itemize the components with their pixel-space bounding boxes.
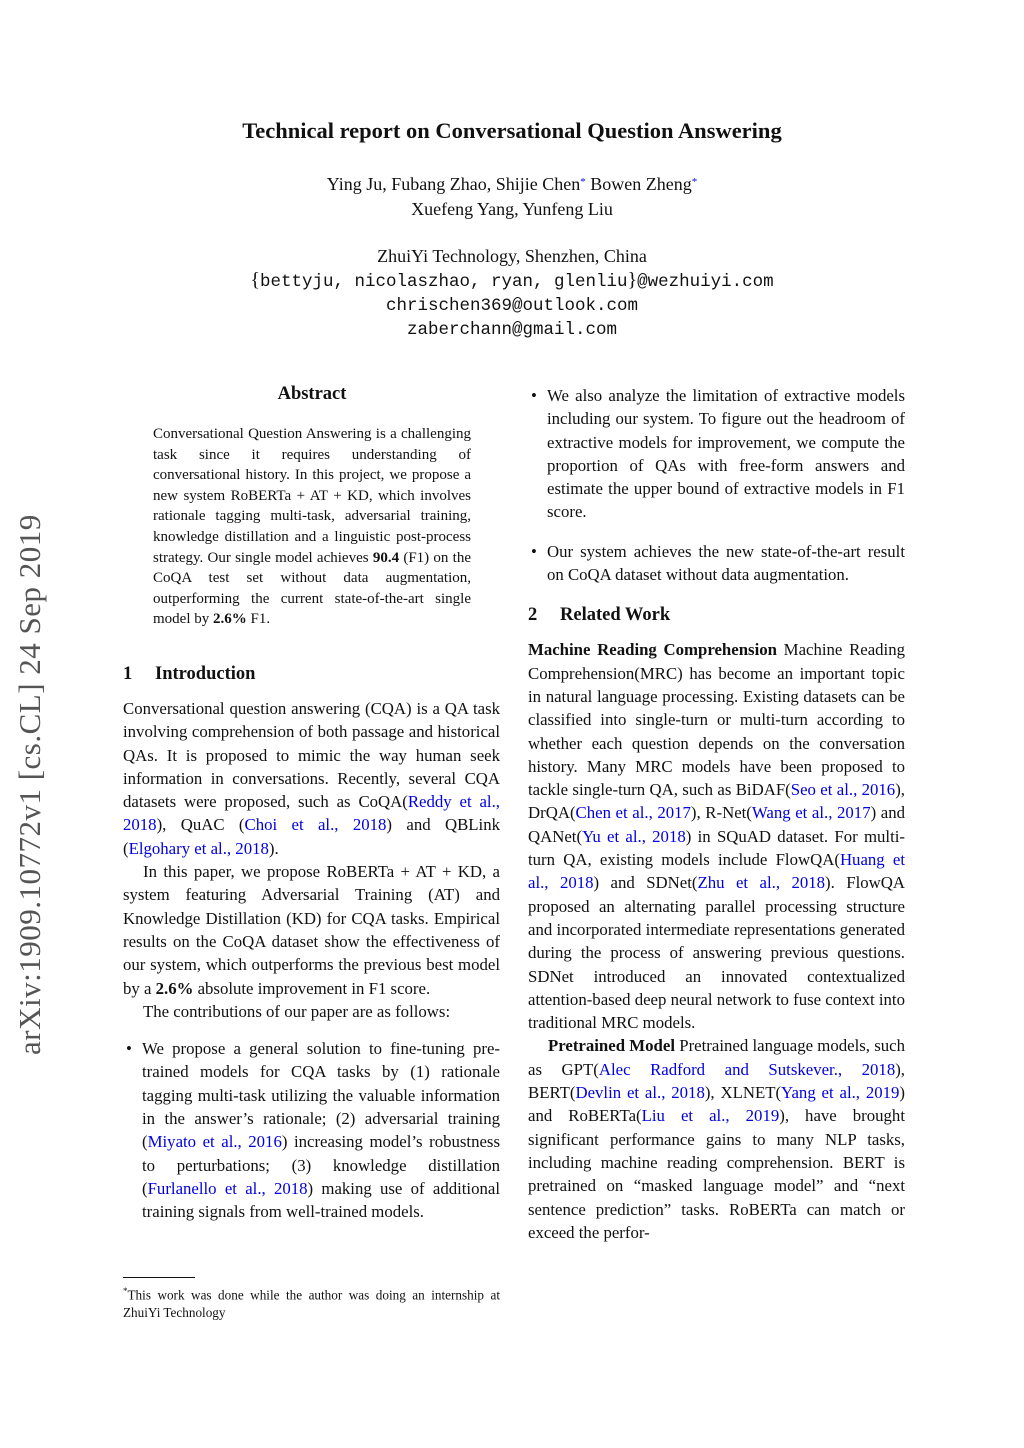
abstract-text-c: F1.	[246, 611, 271, 628]
brace-close: }	[627, 269, 638, 291]
related-paragraph-mrc	[528, 638, 905, 1034]
section-title: Related Work	[560, 605, 671, 626]
paragraph-heading: Pretrained Model	[548, 1036, 675, 1056]
text: ). FlowQA proposed an alternating parallel processing structure and incorporated intermediate representations generated during the process of answering previous questions. SDNet introduced an innovated contextualized attention-based deep neural network to fuse context into traditional MRC models.	[528, 873, 905, 1033]
abstract-heading: Abstract	[277, 384, 347, 404]
improvement-value: 2.6%	[155, 978, 194, 998]
text: ), have brought significant performance gains to many NLP tasks, including machine reading comprehension. BERT is pretrained on “masked language model” and “next sentence prediction” tasks. RoBERTa can match or exceed the perfor-	[528, 1106, 905, 1242]
text: ) making use of additional training signals from well-trained models.	[142, 1178, 500, 1222]
email-3: zaberchann@gmail.com	[406, 320, 618, 340]
citation-devlin[interactable]: Devlin et al., 2018	[575, 1083, 705, 1103]
text: ), DrQA(	[528, 780, 905, 823]
abstract-body	[153, 424, 471, 630]
text: ), BERT(	[528, 1059, 906, 1103]
text: We also analyze the limitation of extractive models including our system. To figure out the headroom of extractive models for improvement, we compute the proportion of QAs with free-form answers and estimate the upper bound of extractive models in F1 score.	[547, 386, 905, 522]
text: In this paper, we propose RoBERTa + AT + KD, a system featuring Adversarial Training (AT) and Knowledge Distillation (KD) for CQA tasks. Empirical results on the CoQA dataset show the effectiveness of our system, which outperforms the previous best model by a	[123, 862, 500, 998]
bullet-icon: •	[531, 541, 537, 561]
footnote	[123, 1282, 500, 1322]
text: Pretrained language models, such as GPT(	[528, 1036, 905, 1079]
section-number: 2	[528, 605, 538, 626]
text: ).	[268, 838, 279, 858]
bullet-icon: •	[531, 386, 537, 405]
text: ), R-Net(	[690, 803, 752, 823]
text: ) and SDNet(	[593, 873, 698, 893]
contribution-list-continued	[528, 384, 905, 586]
authors-line1-b: Bowen Zheng	[585, 174, 692, 194]
text: ), XLNET(	[704, 1083, 782, 1103]
abstract-improvement: 2.6%	[213, 611, 247, 628]
text: Conversational question answering (CQA) is a QA task involving comprehension of both passage and historical QAs. It is proposed to mimic the way human seek information in conversations. Recently, several CQA datasets were proposed, such as CoQA(	[123, 699, 500, 812]
citation-seo[interactable]: Seo et al., 2016	[790, 780, 896, 800]
citation-liu[interactable]: Liu et al., 2019	[641, 1106, 780, 1126]
citation-reddy[interactable]: Reddy et al., 2018	[123, 792, 500, 835]
affiliation-block	[0, 244, 1024, 342]
citation-chen[interactable]: Chen et al., 2017	[575, 803, 691, 823]
section-number: 1	[123, 664, 133, 684]
footnote-text: This work was done while the author was doing an internship at ZhuiYi Technology	[123, 1287, 500, 1321]
citation-radford[interactable]: Alec Radford and Sutskever., 2018	[598, 1059, 896, 1079]
footnote-rule	[123, 1277, 195, 1278]
arxiv-stamp: arXiv:1909.10772v1 [cs.CL] 24 Sep 2019	[12, 514, 47, 1055]
citation-yu[interactable]: Yu et al., 2018	[582, 826, 686, 846]
section-title: Introduction	[155, 664, 256, 684]
citation-yang[interactable]: Yang et al., 2019	[781, 1083, 900, 1103]
paragraph-heading: Machine Reading Comprehension	[528, 640, 777, 660]
author-list	[0, 172, 1024, 222]
section-heading-introduction	[123, 664, 500, 685]
email-domain: @wezhuiyi.com	[637, 272, 774, 292]
citation-choi[interactable]: Choi et al., 2018	[244, 815, 387, 835]
intro-paragraph-1	[123, 697, 500, 860]
text: absolute improvement in F1 score.	[193, 978, 431, 998]
text: ) and QBLink (	[123, 815, 500, 858]
authors-line2: Xuefeng Yang, Yunfeng Liu	[411, 199, 613, 219]
text: We propose a general solution to fine-tuning pre-trained models for CQA tasks by (1) rationale tagging multi-task utilizing the valuable information in the answer’s rationale; (2) adversarial training (	[142, 1039, 500, 1152]
related-paragraph-pretrained	[528, 1034, 905, 1244]
intro-paragraph-3: The contributions of our paper are as follows:	[143, 1001, 451, 1021]
abstract-f1-score: 90.4	[372, 549, 400, 566]
brace-open: {	[250, 269, 260, 291]
text: ), QuAC (	[156, 815, 245, 835]
citation-furlanello[interactable]: Furlanello et al., 2018	[147, 1178, 308, 1198]
text: ) and QANet(	[528, 803, 906, 846]
text: Machine Reading Comprehension(MRC) has become an important topic in natural language processing. Existing datasets can be classified into single-turn or multi-turn according to whether each question depends on the conversation history. Many MRC models have been proposed to tackle single-turn QA, such as BiDAF(	[528, 640, 905, 800]
author-footnote-mark-2[interactable]: *	[691, 176, 698, 188]
list-item	[123, 1037, 500, 1223]
list-item	[528, 540, 905, 587]
paper-title: Technical report on Conversational Question Answering	[242, 118, 782, 143]
contribution-list	[123, 1037, 500, 1223]
text: ) increasing model’s robustness to perturbations; (3) knowledge distillation (	[142, 1132, 500, 1198]
email-group: bettyju, nicolaszhao, ryan, glenliu	[259, 272, 628, 292]
email-2: chrischen369@outlook.com	[385, 296, 639, 316]
authors-line1-a: Ying Ju, Fubang Zhao, Shijie Chen	[326, 174, 581, 194]
footnote-mark: *	[123, 1286, 128, 1296]
citation-huang[interactable]: Huang et al., 2018	[528, 850, 906, 893]
author-footnote-mark[interactable]: *	[580, 176, 586, 188]
citation-zhu[interactable]: Zhu et al., 2018	[697, 873, 826, 893]
abstract-text-b: (F1) on the CoQA test set without data augmentation, outperforming the current state-of-the-art single model by	[153, 549, 471, 628]
text: ) in SQuAD dataset. For multi-turn QA, existing models include FlowQA(	[528, 826, 905, 870]
abstract-text-a: Conversational Question Answering is a challenging task since it requires understanding of conversational history. In this project, we propose a new system RoBERTa + AT + KD, which involves rationale tagging multi-task, adversarial training, knowledge distillation and a linguistic post-process strategy. Our single model achieves	[153, 426, 471, 566]
bullet-icon: •	[126, 1039, 132, 1059]
text: Our system achieves the new state-of-the-art result on CoQA dataset without data augmentation.	[547, 541, 905, 585]
right-column	[528, 384, 905, 1244]
left-column	[123, 664, 500, 1224]
citation-elgohary[interactable]: Elgohary et al., 2018	[128, 838, 269, 858]
text: ) and RoBERTa(	[528, 1083, 905, 1126]
affiliation-org: ZhuiYi Technology, Shenzhen, China	[377, 246, 647, 266]
intro-paragraph-2	[123, 860, 500, 1000]
citation-wang[interactable]: Wang et al., 2017	[751, 803, 871, 823]
list-item	[528, 384, 905, 524]
citation-miyato[interactable]: Miyato et al., 2016	[147, 1132, 282, 1152]
section-heading-related-work	[528, 605, 905, 626]
